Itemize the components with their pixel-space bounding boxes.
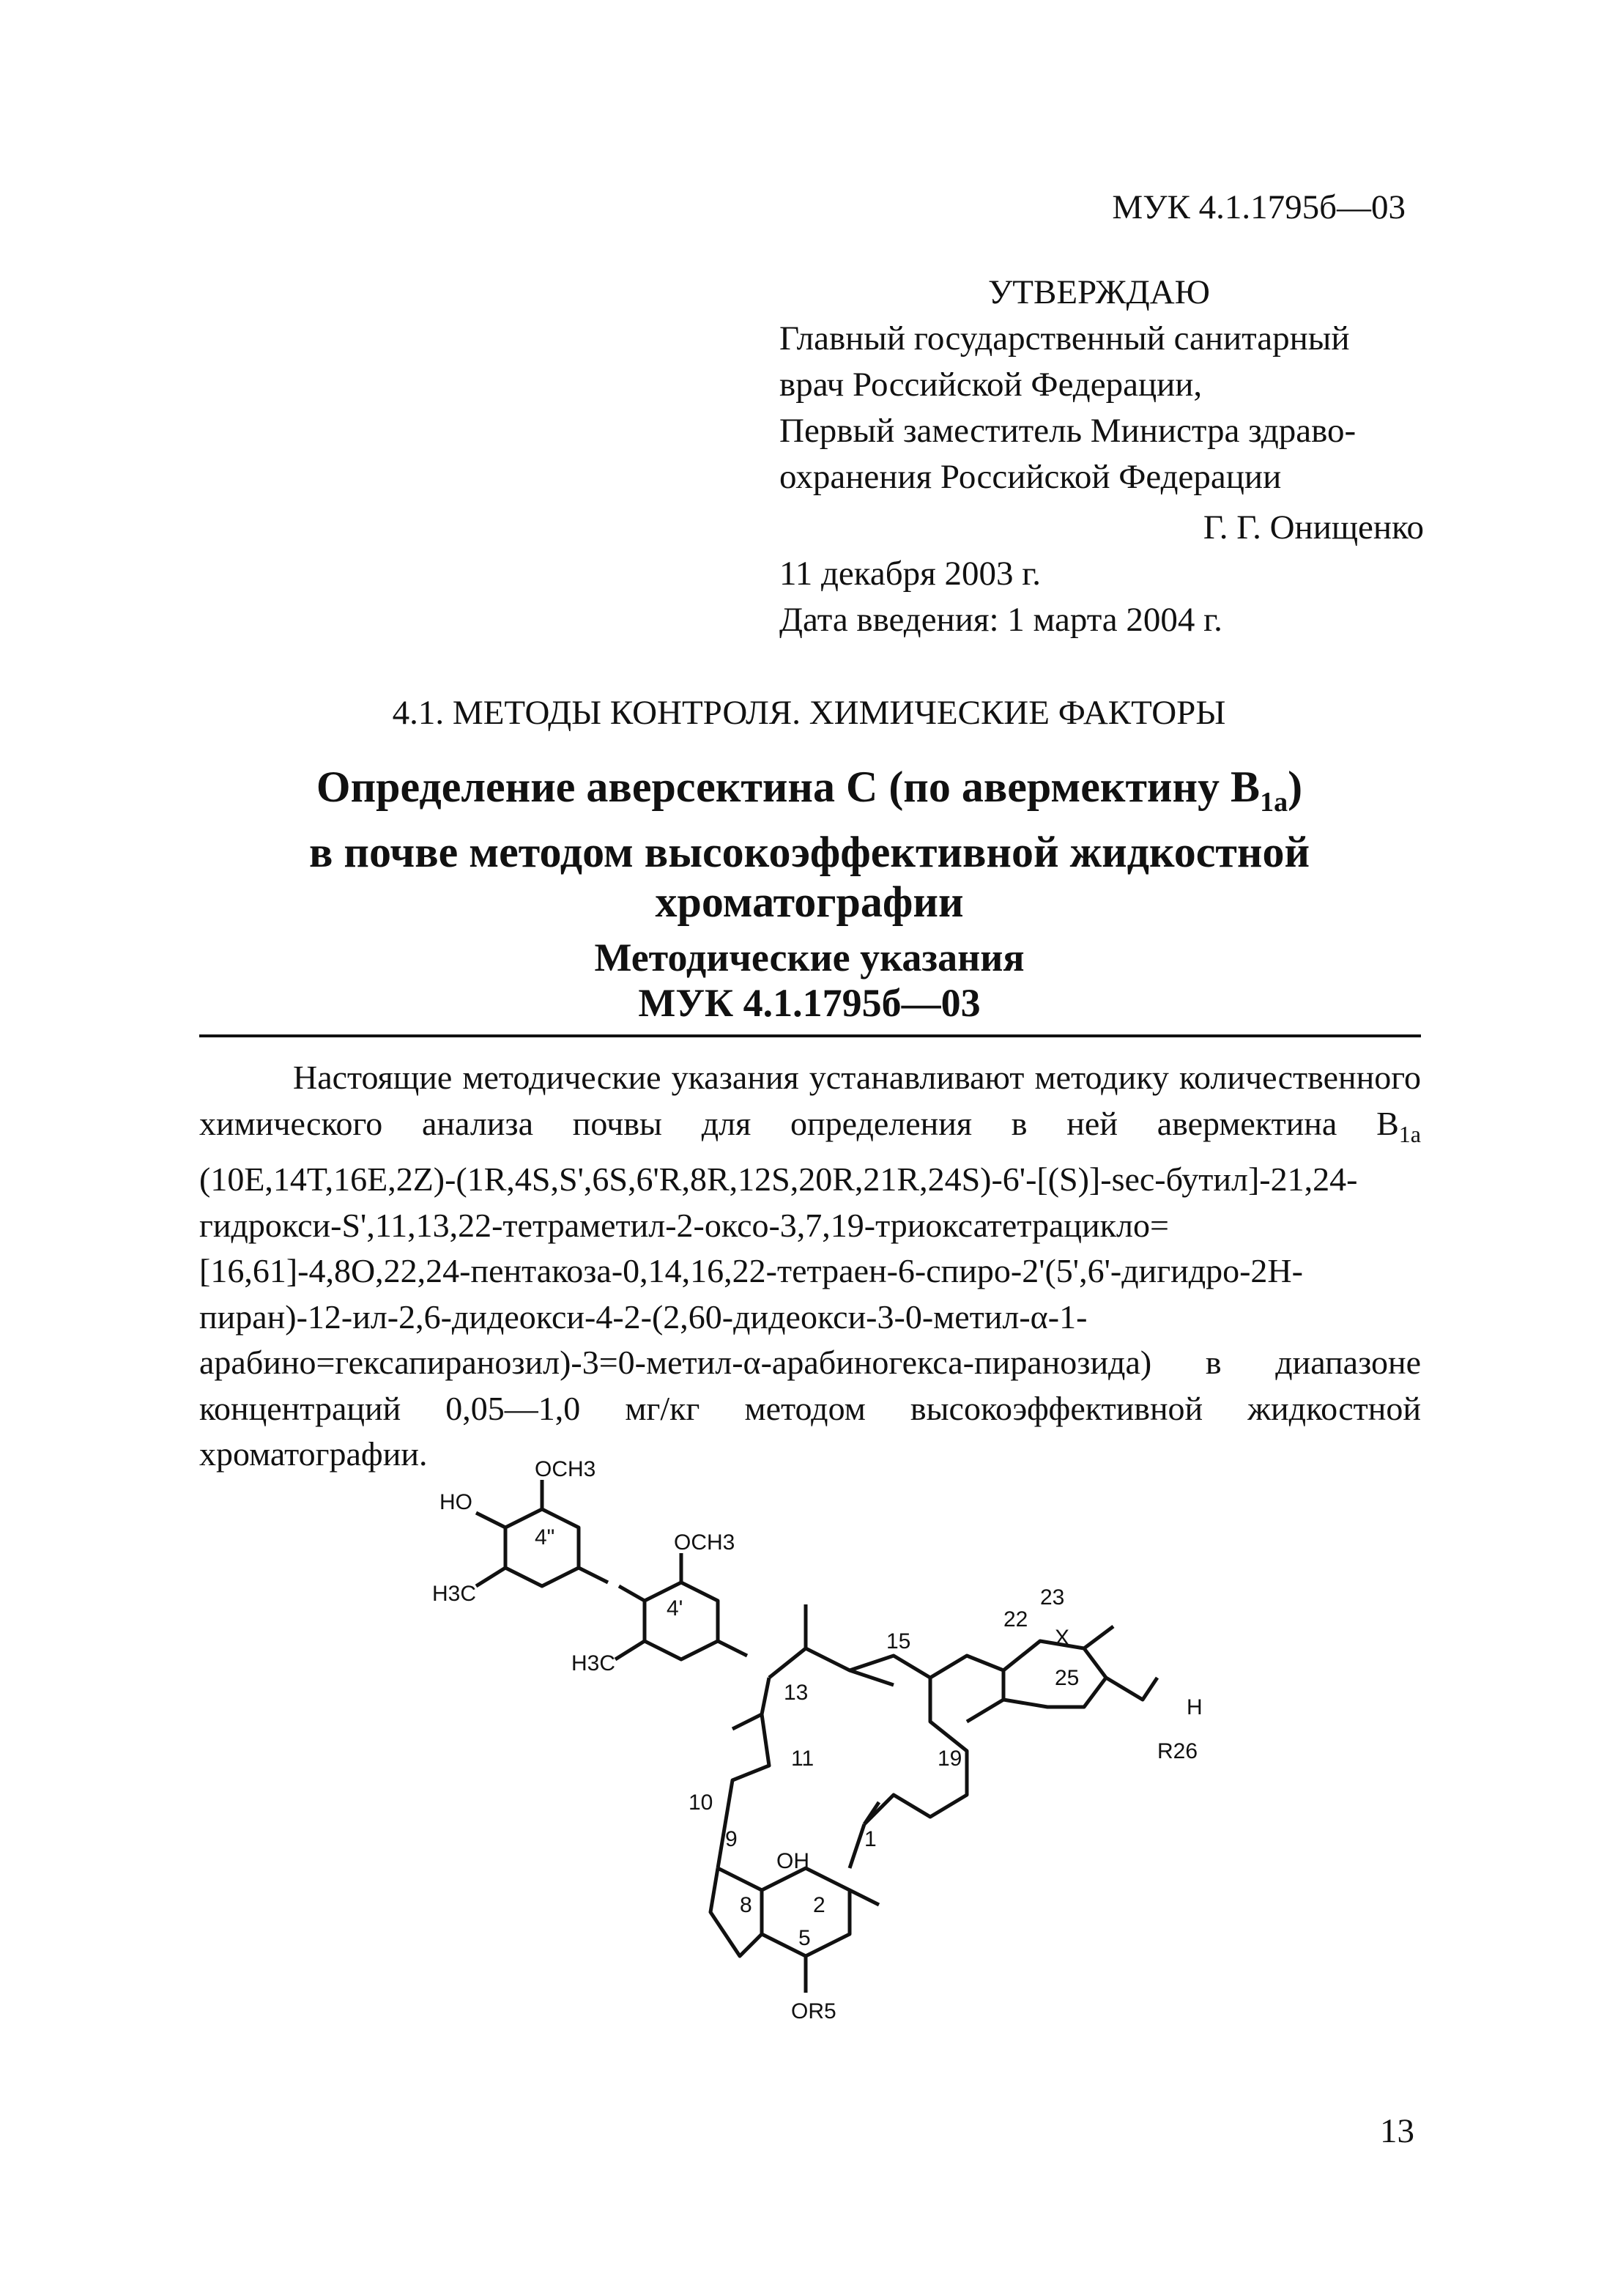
body-text: Настоящие методические указания устанавливают методику количественного химического анализа почвы для определения в ней авермектина В xyxy=(199,1059,1421,1142)
signatory-name: Г. Г. Онищенко xyxy=(1203,508,1424,547)
label-oh: OH xyxy=(776,1849,809,1873)
title-line-1 xyxy=(146,762,1472,827)
title-text: ) xyxy=(1288,763,1303,811)
label-11: 11 xyxy=(791,1747,814,1771)
label-4p: 4' xyxy=(667,1596,683,1621)
label-och3: OCH3 xyxy=(535,1458,596,1481)
title-line-2: в почве методом высокоэффективной жидкостной xyxy=(308,828,1310,876)
approval-block xyxy=(779,270,1424,643)
chemical-structure-diagram xyxy=(425,1458,1231,2029)
label-h3c: H3C xyxy=(571,1651,616,1675)
page-number: 13 xyxy=(1380,2112,1414,2150)
section-heading: 4.1. МЕТОДЫ КОНТРОЛЯ. ХИМИЧЕСКИЕ ФАКТОРЫ xyxy=(392,694,1226,732)
label-15: 15 xyxy=(886,1629,911,1654)
body-paragraph xyxy=(199,1055,1421,1478)
document-code: МУК 4.1.1795б—03 xyxy=(1112,188,1406,226)
label-5: 5 xyxy=(798,1926,811,1950)
label-13: 13 xyxy=(784,1681,809,1705)
subtitle-line-1: Методические указания xyxy=(594,936,1025,979)
document-title xyxy=(146,762,1472,927)
label-1: 1 xyxy=(864,1827,877,1851)
label-ho: HO xyxy=(439,1490,472,1514)
approval-line: Главный государственный санитарный xyxy=(779,319,1350,358)
label-4pp: 4" xyxy=(535,1525,555,1549)
title-divider xyxy=(199,1034,1421,1037)
title-subscript: 1a xyxy=(1260,787,1288,818)
label-9: 9 xyxy=(725,1827,738,1851)
body-text: (10E,14T,16E,2Z)-(1R,4S,S',6S,6'R,8R,12S,20R,21R,24S)-6'-[(S)]-sec-бутил]-21,24-гидрокси-S',11,13,22-тетраметил-2-оксо-3,7,19-триоксатетрацикло=[16,61]-4,8O,22,24-пентакоза-0,14,16,22-тетраен-6-спиро-2'(5',6'-дигидро-2H-пиран)-12-ил-2,6-дидеокси-4-2-(2,60-дидеокси-3-0-метил-α-1-арабино=гексапиранозил)-3=0-метил-α-арабиногекса-пиранозида) в диапазоне концентраций 0,05—1,0 мг/кг методом высокоэффективной жидкостной хроматографии. xyxy=(199,1160,1421,1473)
subtitle-line-2: МУК 4.1.1795б—03 xyxy=(638,981,981,1025)
approval-line: врач Российской Федерации, xyxy=(779,366,1203,404)
label-h: H xyxy=(1187,1695,1203,1719)
body-subscript: 1a xyxy=(1398,1120,1421,1147)
label-10: 10 xyxy=(689,1790,713,1815)
label-25: 25 xyxy=(1055,1666,1080,1690)
label-2: 2 xyxy=(813,1893,825,1917)
label-22: 22 xyxy=(1003,1607,1028,1632)
approval-date: 11 декабря 2003 г. xyxy=(779,555,1042,593)
introduction-date: Дата введения: 1 марта 2004 г. xyxy=(779,601,1222,639)
label-x: X xyxy=(1055,1626,1070,1650)
label-och3: OCH3 xyxy=(674,1530,735,1555)
document-subtitle xyxy=(146,935,1472,1026)
label-or5: OR5 xyxy=(791,1999,836,2023)
title-line-3: хроматографии xyxy=(655,878,964,926)
approval-line: Первый заместитель Министра здраво- xyxy=(779,412,1357,450)
label-19: 19 xyxy=(938,1747,962,1771)
label-23: 23 xyxy=(1040,1585,1065,1610)
label-r26: R26 xyxy=(1157,1739,1198,1763)
label-8: 8 xyxy=(740,1893,752,1917)
approval-line: охранения Российской Федерации xyxy=(779,458,1282,496)
approval-title: УТВЕРЖДАЮ xyxy=(988,273,1210,311)
label-h3c: H3C xyxy=(432,1582,477,1606)
title-text: Определение аверсектина С (по авермектину В xyxy=(316,763,1261,811)
